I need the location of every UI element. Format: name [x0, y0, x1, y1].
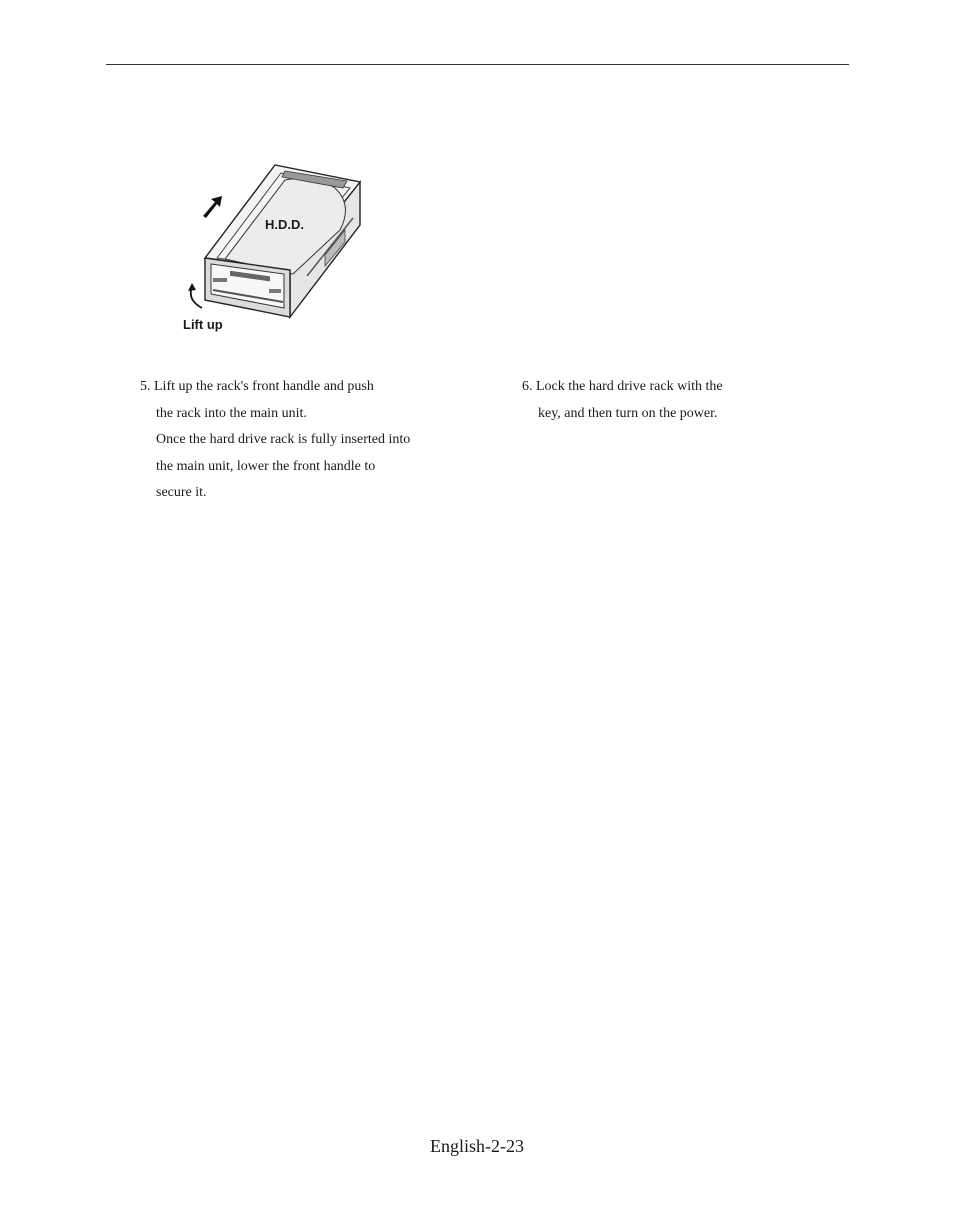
- step-6-text-1: Lock the hard drive rack with the: [536, 379, 723, 394]
- step-5-line-3: Once the hard drive rack is fully inserted into: [156, 432, 411, 447]
- front-slot-left: [213, 278, 227, 282]
- header-rule: [106, 64, 849, 65]
- step-5-line-2: the rack into the main unit.: [156, 405, 307, 421]
- push-arrow-icon: [203, 196, 222, 218]
- front-slot-right: [269, 289, 281, 293]
- step-5-text-1: Lift up the rack's front handle and push: [154, 379, 374, 394]
- lift-up-label: Lift up: [183, 317, 223, 332]
- step-6-line-1: [522, 374, 822, 401]
- step-5-number: 5.: [140, 379, 151, 394]
- step-6: [522, 374, 822, 427]
- page-number: English-2-23: [430, 1136, 524, 1156]
- step-6-line-2: key, and then turn on the power.: [538, 405, 718, 421]
- step-5: [140, 374, 460, 507]
- step-5-line-4: the main unit, lower the front handle to: [156, 458, 376, 474]
- lift-arrow-head: [188, 283, 196, 291]
- hdd-label: H.D.D.: [265, 217, 304, 232]
- step-5-line-1: [140, 374, 460, 401]
- step-6-number: 6.: [522, 379, 533, 394]
- hdd-rack-illustration: [175, 160, 375, 340]
- step-5-line-5: secure it.: [156, 485, 207, 500]
